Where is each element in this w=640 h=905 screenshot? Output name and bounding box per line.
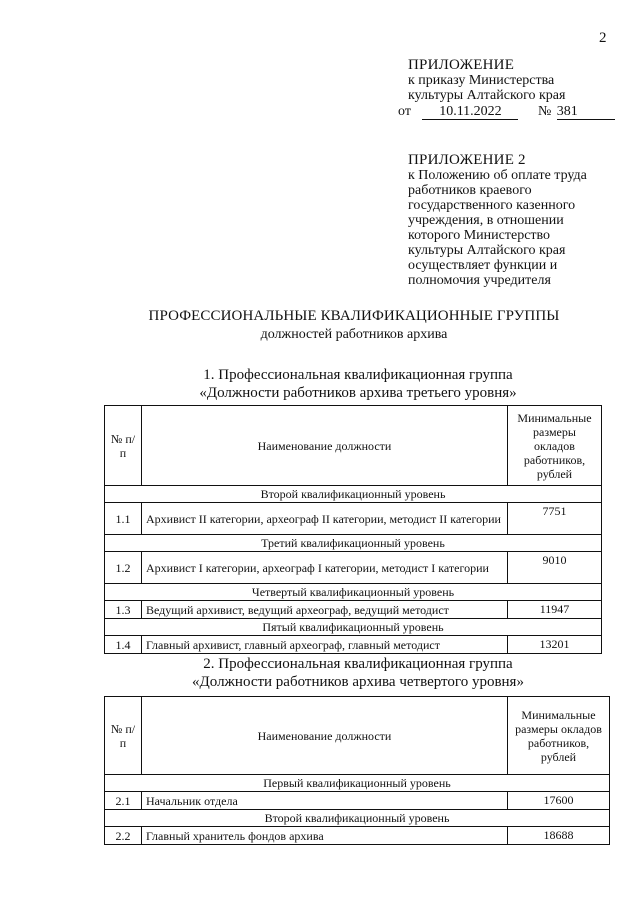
column-header-salary: Минимальные размеры окладов работников, рублей — [508, 406, 602, 486]
table-row — [105, 552, 602, 584]
row-number: 1.3 — [105, 601, 142, 619]
qualification-level: Первый квалификационный уровень — [105, 775, 610, 792]
document-title: ПРОФЕССИОНАЛЬНЫЕ КВАЛИФИКАЦИОННЫЕ ГРУППЫ — [148, 308, 560, 324]
table-header-row — [105, 406, 602, 486]
level-row — [105, 535, 602, 552]
order-number-label: № — [537, 104, 552, 119]
salary-value: 13201 — [508, 636, 602, 654]
salary-value: 7751 — [508, 503, 602, 535]
appendix-line: культуры Алтайского края — [408, 88, 566, 103]
group-subtitle: «Должности работников архива четвертого уровня» — [192, 674, 524, 690]
page-number: 2 — [599, 30, 607, 46]
position-name: Начальник отдела — [142, 792, 508, 810]
order-date: 10.11.2022 — [422, 104, 518, 120]
appendix2-line: к Положению об оплате труда — [408, 168, 587, 183]
salary-value: 9010 — [508, 552, 602, 584]
group-subtitle: «Должности работников архива третьего уровня» — [199, 385, 517, 401]
group2-table — [104, 696, 610, 845]
column-header-num: № п/п — [105, 406, 142, 486]
position-name: Ведущий архивист, ведущий археограф, ведущий методист — [142, 601, 508, 619]
level-row — [105, 810, 610, 827]
level-row — [105, 584, 602, 601]
appendix2-line: государственного казенного — [408, 198, 576, 213]
row-number: 2.1 — [105, 792, 142, 810]
appendix2-line: учреждения, в отношении — [408, 213, 564, 228]
table-row — [105, 601, 602, 619]
document-subtitle: должностей работников архива — [260, 327, 448, 342]
level-row — [105, 619, 602, 636]
salary-value: 18688 — [508, 827, 610, 845]
table-row — [105, 827, 610, 845]
group1-table — [104, 405, 602, 654]
table-header-row — [105, 697, 610, 775]
row-number: 2.2 — [105, 827, 142, 845]
appendix2-line: полномочия учредителя — [408, 273, 551, 288]
level-row — [105, 486, 602, 503]
appendix2-header — [408, 153, 587, 288]
appendix2-line: культуры Алтайского края — [408, 243, 566, 258]
column-header-num: № п/п — [105, 697, 142, 775]
order-prefix: от — [398, 104, 411, 119]
appendix-caption: ПРИЛОЖЕНИЕ — [408, 57, 515, 73]
salary-value: 11947 — [508, 601, 602, 619]
qualification-level: Второй квалификационный уровень — [105, 810, 610, 827]
qualification-level: Пятый квалификационный уровень — [105, 619, 602, 636]
column-header-salary: Минимальные размеры окладов работников, рублей — [508, 697, 610, 775]
salary-value: 17600 — [508, 792, 610, 810]
appendix2-line: осуществляет функции и — [408, 258, 558, 273]
order-number: 381 — [557, 104, 615, 120]
position-name: Архивист II категории, археограф II категории, методист II категории — [142, 503, 508, 535]
position-name: Главный хранитель фондов архива — [142, 827, 508, 845]
qualification-level: Четвертый квалификационный уровень — [105, 584, 602, 601]
table-row — [105, 503, 602, 535]
group-title: 2. Профессиональная квалификационная группа — [203, 656, 513, 672]
position-name: Главный архивист, главный археограф, главный методист — [142, 636, 508, 654]
order-reference — [398, 104, 615, 120]
appendix-header — [408, 58, 565, 103]
column-header-name: Наименование должности — [142, 406, 508, 486]
row-number: 1.1 — [105, 503, 142, 535]
appendix-line: к приказу Министерства — [408, 73, 555, 88]
row-number: 1.4 — [105, 636, 142, 654]
qualification-level: Второй квалификационный уровень — [105, 486, 602, 503]
column-header-name: Наименование должности — [142, 697, 508, 775]
position-name: Архивист I категории, археограф I категории, методист I категории — [142, 552, 508, 584]
group-title: 1. Профессиональная квалификационная группа — [203, 367, 513, 383]
table-row — [105, 792, 610, 810]
row-number: 1.2 — [105, 552, 142, 584]
level-row — [105, 775, 610, 792]
appendix2-line: работников краевого — [408, 183, 532, 198]
qualification-level: Третий квалификационный уровень — [105, 535, 602, 552]
table-row — [105, 636, 602, 654]
appendix2-line: которого Министерство — [408, 228, 551, 243]
appendix2-caption: ПРИЛОЖЕНИЕ 2 — [408, 152, 526, 168]
